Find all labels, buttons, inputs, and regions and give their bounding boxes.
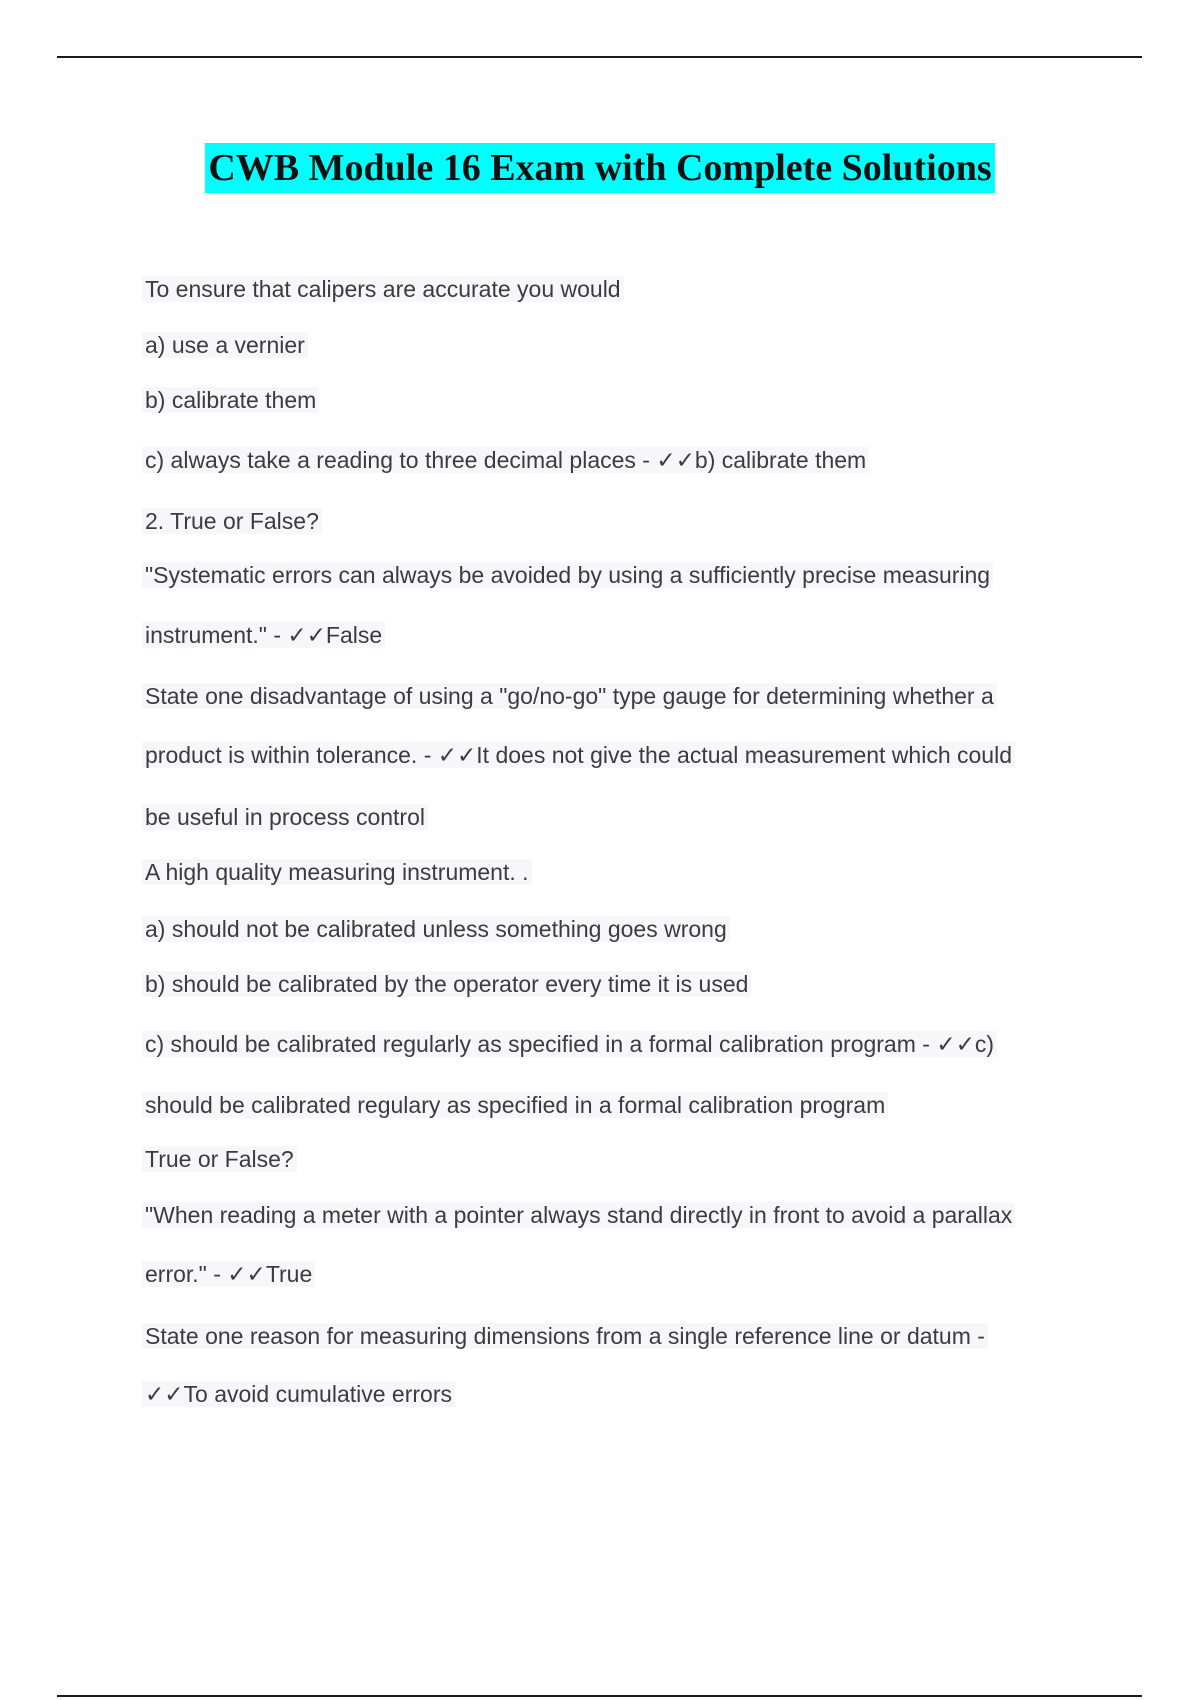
question-4-text: A high quality measuring instrument. . [142, 855, 532, 889]
question-1-option-b: b) calibrate them [142, 383, 319, 417]
question-5-answer: error." - ✓✓True [142, 1257, 315, 1291]
document-title: CWB Module 16 Exam with Complete Solutions [205, 143, 994, 193]
question-2-text: "Systematic errors can always be avoided by using a sufficiently precise measuring [142, 558, 993, 592]
question-2-answer: instrument." - ✓✓False [142, 618, 385, 652]
question-4-answer-continued: should be calibrated regulary as specified in a formal calibration program [142, 1088, 888, 1122]
question-3-text: State one disadvantage of using a "go/no-go" type gauge for determining whether a [142, 679, 997, 713]
question-1-text: To ensure that calipers are accurate you would [142, 272, 624, 306]
question-4-option-c-answer: c) should be calibrated regularly as specified in a formal calibration program - ✓✓c) [142, 1027, 997, 1061]
title-block [0, 143, 1200, 193]
question-4-option-b: b) should be calibrated by the operator every time it is used [142, 967, 751, 1001]
question-4-option-a: a) should not be calibrated unless something goes wrong [142, 912, 730, 946]
question-6-text: State one reason for measuring dimensions from a single reference line or datum - [142, 1319, 988, 1353]
footer-rule [57, 1695, 1142, 1697]
question-3-answer: product is within tolerance. - ✓✓It does not give the actual measurement which could [142, 738, 1015, 772]
header-rule [57, 56, 1142, 58]
question-6-answer: ✓✓To avoid cumulative errors [142, 1377, 455, 1411]
question-1-option-a: a) use a vernier [142, 328, 308, 362]
question-1-option-c-answer: c) always take a reading to three decimal places - ✓✓b) calibrate them [142, 443, 869, 477]
question-5-text: "When reading a meter with a pointer always stand directly in front to avoid a parallax [142, 1198, 1015, 1232]
question-3-answer-continued: be useful in process control [142, 800, 428, 834]
question-5-label: True or False? [142, 1142, 297, 1176]
question-2-label: 2. True or False? [142, 504, 322, 538]
